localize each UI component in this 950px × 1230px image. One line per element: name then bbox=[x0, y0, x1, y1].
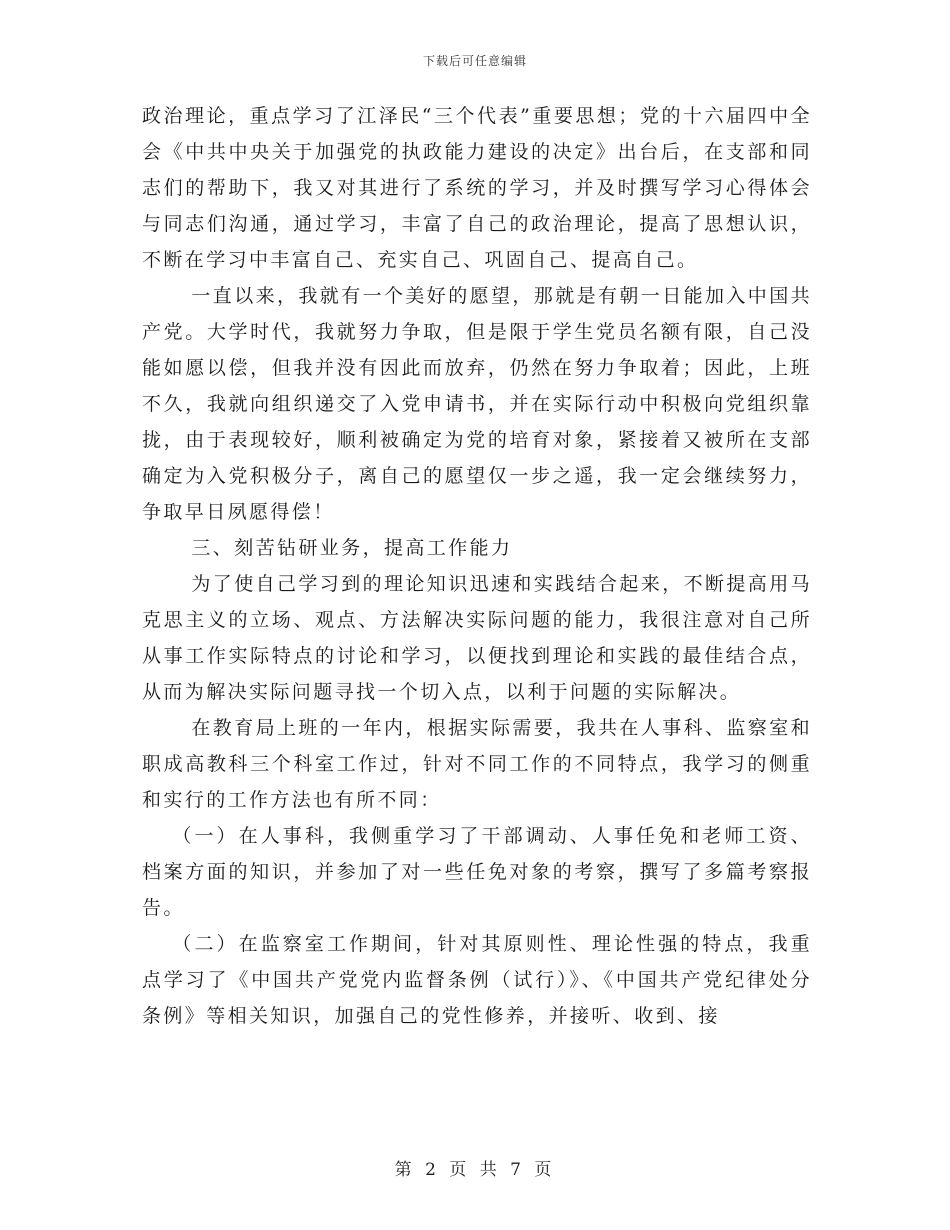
page-number-footer: 第 2 页 共 7 页 bbox=[394, 1160, 556, 1180]
paragraph-party-aspiration: 一直以来，我就有一个美好的愿望，那就是有朝一日能加入中国共产党。大学时代，我就努力争取，但是限于学生党员名额有限，自己没能如愿以偿，但我并没有因此而放弃，仍然在努力争取着；因此，上班不久，我就向组织递交了入党申请书，并在实际行动中积极向党组织靠拢，由于表现较好，顺利被确定为党的培育对象，紧接着又被所在支部确定为入党积极分子，离自己的愿望仅一步之遥，我一定会继续努力，争取早日夙愿得偿！ bbox=[142, 285, 812, 523]
paragraph-theory-practice: 为了使自己学习到的理论知识迅速和实践结合起来，不断提高用马克思主义的立场、观点、方法解决实际问题的能力，我很注意对自己所从事工作实际特点的讨论和学习，以便找到理论和实践的最佳结合点，从而为解决实际问题寻找一个切入点，以利于问题的实际解决。 bbox=[142, 573, 812, 703]
paragraph-political-theory: 政治理论，重点学习了江泽民“三个代表”重要思想；党的十六届四中全会《中共中央关于加强党的执政能力建设的决定》出台后，在支部和同志们的帮助下，我又对其进行了系统的学习，并及时撰写学习心得体会与同志们沟通，通过学习，丰富了自己的政治理论，提高了思想认识，不断在学习中丰富自己、充实自己、巩固自己、提高自己。 bbox=[142, 105, 812, 271]
paragraph-education-bureau: 在教育局上班的一年内，根据实际需要，我共在人事科、监察室和职成高教科三个科室工作过，针对不同工作的不同特点，我学习的侧重和实行的工作方法也有所不同： bbox=[142, 717, 812, 811]
document-body bbox=[142, 98, 812, 1034]
paragraph-supervision-office: （二）在监察室工作期间，针对其原则性、理论性强的特点，我重点学习了《中国共产党党内监督条例（试行）》、《中国共产党纪律处分条例》等相关知识，加强自己的党性修养，并接听、收到、接 bbox=[142, 933, 812, 1027]
section-heading-work-ability: 三、刻苦钻研业务，提高工作能力 bbox=[191, 537, 513, 559]
page-header-note: 下载后可任意编辑 bbox=[422, 54, 527, 68]
paragraph-personnel-section: （一）在人事科，我侧重学习了干部调动、人事任免和老师工资、档案方面的知识，并参加了对一些任免对象的考察，撰写了多篇考察报告。 bbox=[142, 825, 812, 919]
